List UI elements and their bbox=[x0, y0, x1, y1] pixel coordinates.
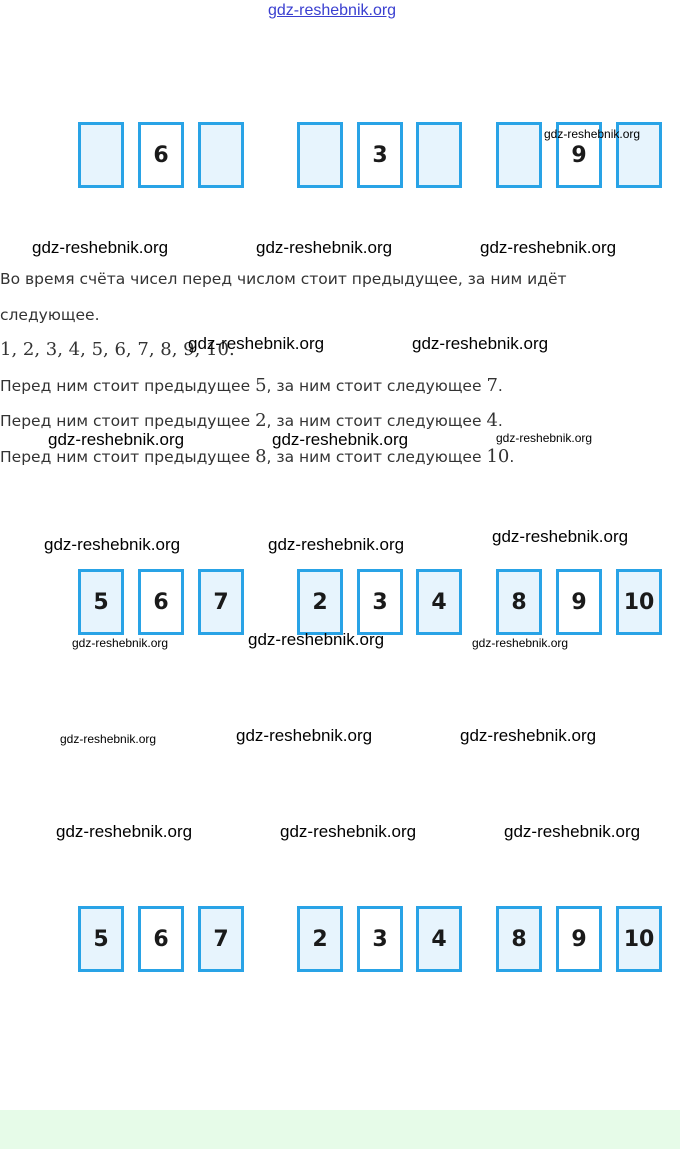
watermark: gdz-reshebnik.org bbox=[72, 636, 169, 650]
watermark: gdz-reshebnik.org bbox=[492, 527, 629, 546]
watermark: gdz-reshebnik.org bbox=[280, 822, 417, 841]
number-card: 8 bbox=[496, 569, 542, 635]
watermark: gdz-reshebnik.org bbox=[56, 822, 193, 841]
number-card bbox=[78, 122, 124, 188]
watermark: gdz-reshebnik.org bbox=[268, 535, 405, 554]
number-card: 10 bbox=[616, 906, 662, 972]
intro-text-line-1: Во время счёта чисел перед числом стоит предыдущее, за ним идёт bbox=[0, 270, 567, 288]
answer-line-3: Перед ним стоит предыдущее 8, за ним стоит следующее 10. bbox=[0, 446, 515, 467]
number-card: 5 bbox=[78, 569, 124, 635]
card-row-2 bbox=[0, 569, 680, 635]
number-card bbox=[198, 122, 244, 188]
watermark: gdz-reshebnik.org bbox=[504, 822, 641, 841]
number-card: 3 bbox=[357, 122, 403, 188]
number-card bbox=[496, 122, 542, 188]
card-row-3 bbox=[0, 906, 680, 972]
number-card: 4 bbox=[416, 569, 462, 635]
number-card: 10 bbox=[616, 569, 662, 635]
number-card: 5 bbox=[78, 906, 124, 972]
number-card: 7 bbox=[198, 906, 244, 972]
number-sequence: 1, 2, 3, 4, 5, 6, 7, 8, 9, 10. bbox=[0, 339, 235, 360]
watermark: gdz-reshebnik.org bbox=[236, 726, 373, 745]
number-card: 7 bbox=[198, 569, 244, 635]
watermark: gdz-reshebnik.org bbox=[48, 430, 185, 449]
watermark: gdz-reshebnik.org bbox=[32, 238, 169, 257]
watermark: gdz-reshebnik.org bbox=[60, 732, 157, 746]
number-card: 6 bbox=[138, 569, 184, 635]
watermark: gdz-reshebnik.org bbox=[480, 238, 617, 257]
number-card: 8 bbox=[496, 906, 542, 972]
watermark-top: gdz-reshebnik.org bbox=[268, 2, 397, 19]
intro-text-line-2: следующее. bbox=[0, 306, 100, 324]
number-card: 9 bbox=[556, 569, 602, 635]
number-card: 9 bbox=[556, 906, 602, 972]
watermark: gdz-reshebnik.org bbox=[460, 726, 597, 745]
answer-line-2: Перед ним стоит предыдущее 2, за ним стоит следующее 4. bbox=[0, 410, 503, 431]
bottom-band bbox=[0, 1110, 680, 1149]
number-card: 2 bbox=[297, 906, 343, 972]
watermark: gdz-reshebnik.org bbox=[272, 430, 409, 449]
number-card: 3 bbox=[357, 569, 403, 635]
number-card: 3 bbox=[357, 906, 403, 972]
number-card: 9 bbox=[556, 122, 602, 188]
number-card bbox=[297, 122, 343, 188]
watermark: gdz-reshebnik.org bbox=[412, 334, 549, 353]
number-card: 6 bbox=[138, 122, 184, 188]
number-card: 4 bbox=[416, 906, 462, 972]
number-card: 6 bbox=[138, 906, 184, 972]
watermark: gdz-reshebnik.org bbox=[256, 238, 393, 257]
number-card bbox=[416, 122, 462, 188]
watermark: gdz-reshebnik.org bbox=[44, 535, 181, 554]
watermark: gdz-reshebnik.org bbox=[248, 630, 385, 649]
watermark: gdz-reshebnik.org bbox=[188, 334, 325, 353]
watermark: gdz-reshebnik.org bbox=[472, 636, 569, 650]
watermark: gdz-reshebnik.org bbox=[544, 127, 641, 141]
answer-line-1: Перед ним стоит предыдущее 5, за ним стоит следующее 7. bbox=[0, 375, 503, 396]
watermark: gdz-reshebnik.org bbox=[496, 431, 593, 445]
number-card: 2 bbox=[297, 569, 343, 635]
